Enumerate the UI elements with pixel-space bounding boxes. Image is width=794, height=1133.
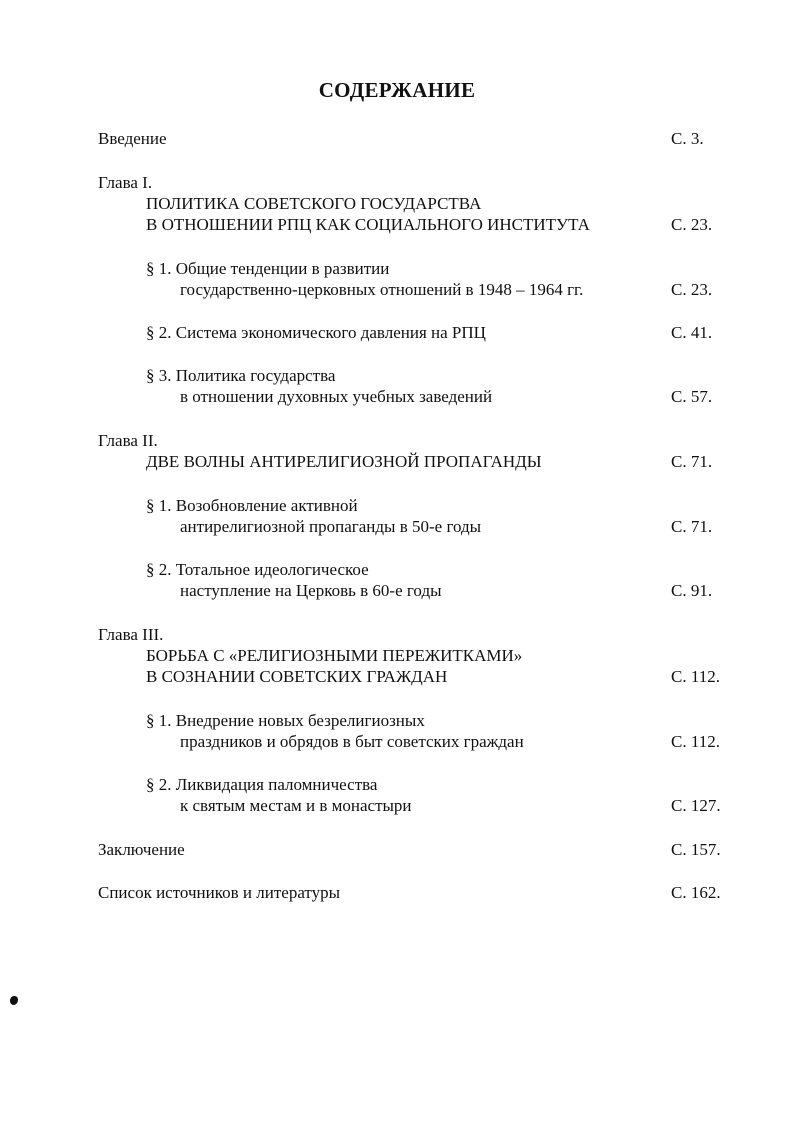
toc-chapter1-head: Глава I. bbox=[98, 173, 153, 192]
toc-chapter2-page: С. 71. bbox=[671, 452, 713, 471]
toc-chapter3-title-line1[interactable]: БОРЬБА С «РЕЛИГИОЗНЫМИ ПЕРЕЖИТКАМИ» bbox=[146, 646, 523, 665]
page-title: СОДЕРЖАНИЕ bbox=[318, 78, 476, 102]
toc-ch2-section2-line2[interactable]: наступление на Церковь в 60-е годы bbox=[180, 581, 442, 600]
toc-ch2-section1-page: С. 71. bbox=[671, 517, 713, 536]
toc-chapter1-title-line1[interactable]: ПОЛИТИКА СОВЕТСКОГО ГОСУДАРСТВА bbox=[146, 194, 482, 213]
toc-chapter2-title-line1[interactable]: ДВЕ ВОЛНЫ АНТИРЕЛИГИОЗНОЙ ПРОПАГАНДЫ bbox=[146, 452, 542, 471]
toc-sources-page: С. 162. bbox=[671, 883, 721, 902]
toc-ch1-section2-page: С. 41. bbox=[671, 323, 713, 342]
toc-ch3-section2-page: С. 127. bbox=[671, 796, 721, 815]
toc-sources-label[interactable]: Список источников и литературы bbox=[98, 883, 341, 902]
toc-chapter1-page: С. 23. bbox=[671, 215, 713, 234]
toc-intro-page: С. 3. bbox=[671, 129, 704, 148]
toc-chapter3-title-line2[interactable]: В СОЗНАНИИ СОВЕТСКИХ ГРАЖДАН bbox=[146, 667, 448, 686]
toc-ch3-section1-page: С. 112. bbox=[671, 732, 720, 751]
toc-ch3-section1-line2[interactable]: праздников и обрядов в быт советских граждан bbox=[180, 732, 524, 751]
toc-ch2-section2-line1[interactable]: § 2. Тотальное идеологическое bbox=[146, 560, 369, 579]
scan-speck bbox=[10, 996, 18, 1005]
toc-ch1-section3-line2[interactable]: в отношении духовных учебных заведений bbox=[180, 387, 493, 406]
toc-conclusion-label[interactable]: Заключение bbox=[98, 840, 185, 859]
toc-intro-label[interactable]: Введение bbox=[98, 129, 167, 148]
toc-ch1-section3-line1[interactable]: § 3. Политика государства bbox=[146, 366, 336, 385]
toc-ch1-section3-page: С. 57. bbox=[671, 387, 713, 406]
toc-chapter1-title-line2[interactable]: В ОТНОШЕНИИ РПЦ КАК СОЦИАЛЬНОГО ИНСТИТУТА bbox=[146, 215, 590, 234]
toc-ch2-section1-line1[interactable]: § 1. Возобновление активной bbox=[146, 496, 358, 515]
toc-ch1-section1-line1[interactable]: § 1. Общие тенденции в развитии bbox=[146, 259, 390, 278]
toc-chapter3-head: Глава III. bbox=[98, 625, 164, 644]
toc-chapter2-head: Глава II. bbox=[98, 431, 158, 450]
toc-ch3-section2-line1[interactable]: § 2. Ликвидация паломничества bbox=[146, 775, 378, 794]
toc-ch1-section2-line1[interactable]: § 2. Система экономического давления на РПЦ bbox=[146, 323, 486, 342]
toc-ch2-section1-line2[interactable]: антирелигиозной пропаганды в 50-е годы bbox=[180, 517, 482, 536]
toc-conclusion-page: С. 157. bbox=[671, 840, 721, 859]
toc-ch3-section2-line2[interactable]: к святым местам и в монастыри bbox=[180, 796, 412, 815]
toc-ch2-section2-page: С. 91. bbox=[671, 581, 713, 600]
toc-chapter3-page: С. 112. bbox=[671, 667, 720, 686]
toc-ch1-section1-line2[interactable]: государственно-церковных отношений в 1948 – 1964 гг. bbox=[180, 280, 584, 299]
toc-ch3-section1-line1[interactable]: § 1. Внедрение новых безрелигиозных bbox=[146, 711, 425, 730]
toc-ch1-section1-page: С. 23. bbox=[671, 280, 713, 299]
